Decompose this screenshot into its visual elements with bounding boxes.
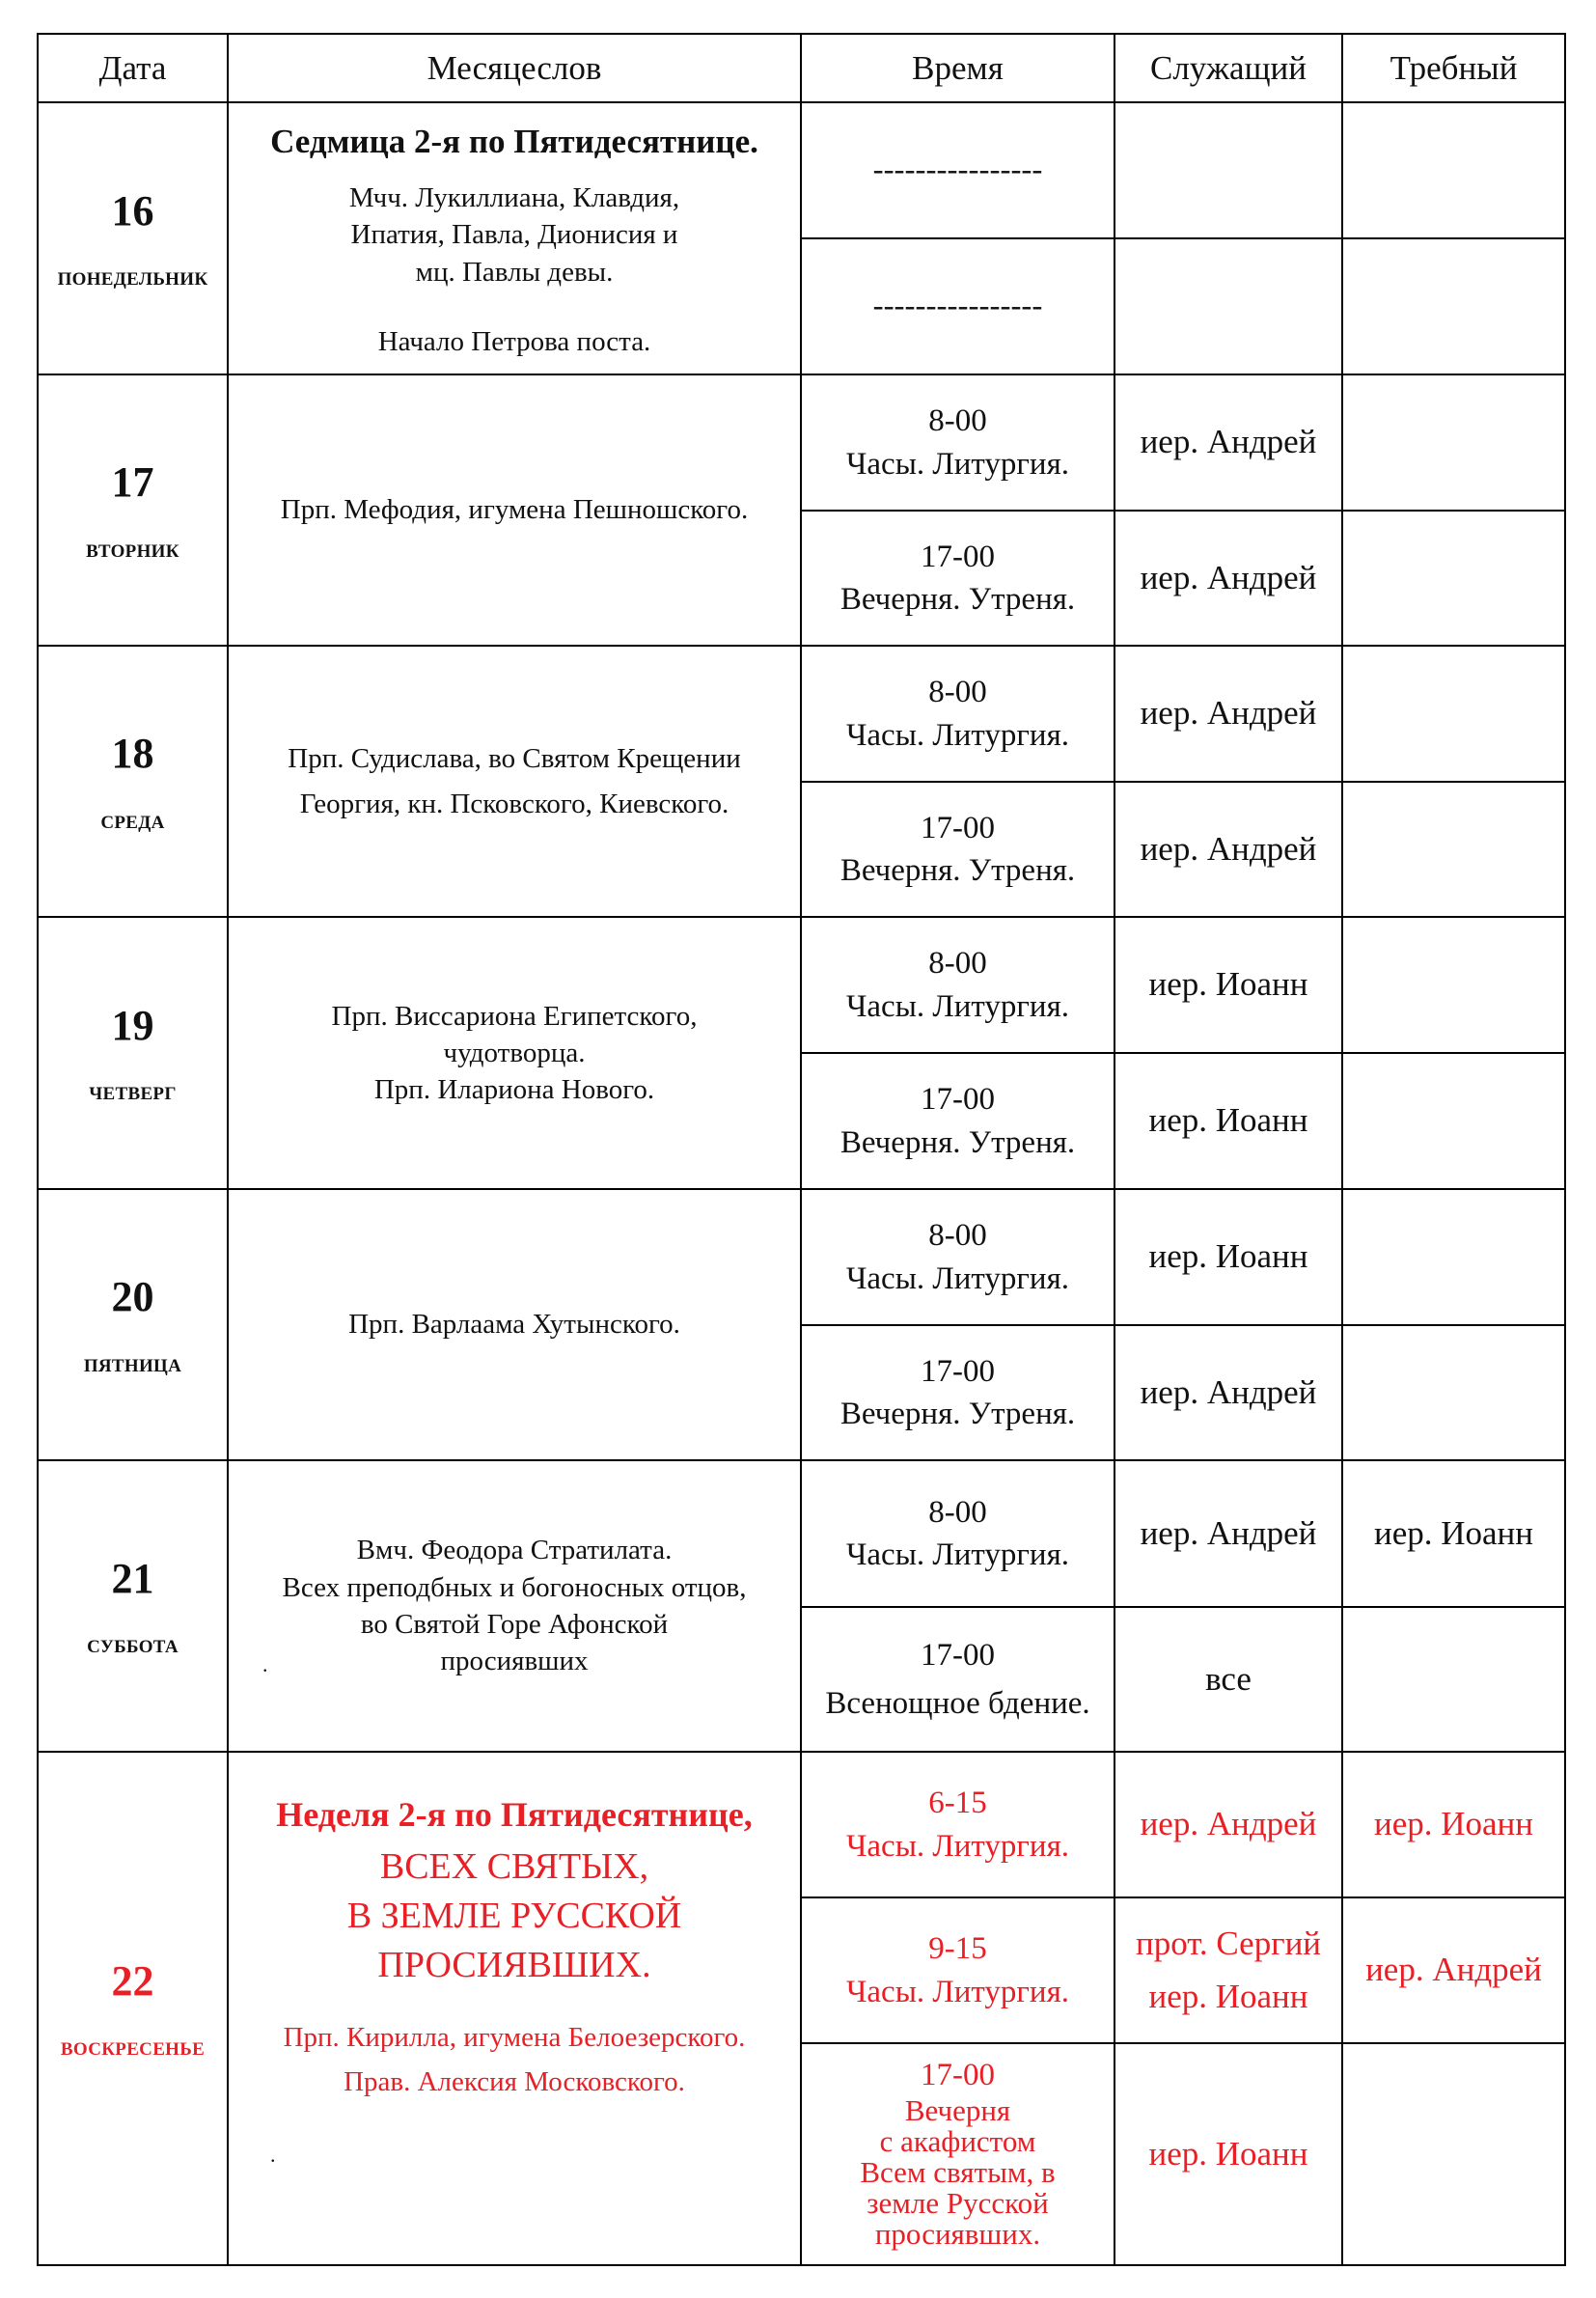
celebrant: иер. Иоанн [1148, 1977, 1308, 2015]
celebrant-cell [1114, 374, 1342, 511]
header-on-duty: Требный [1390, 48, 1518, 87]
service-label: Вечерня. Утреня. [839, 1124, 1076, 1160]
service-label: Вечерня. Утреня. [839, 853, 1076, 888]
celebrant: иер. Иоанн [1148, 2134, 1308, 2173]
saint-line: Прав. Алексия Московского. [344, 2066, 685, 2098]
celebrant: иер. Андрей [1140, 1805, 1317, 1843]
on-duty-priest: иер. Андрей [1365, 1951, 1542, 1989]
menologion-cell [228, 917, 801, 1189]
weekday: ВТОРНИК [86, 540, 179, 562]
saint-line: Прп. Судислава, во Святом Крещении [288, 743, 741, 775]
menologion-cell [228, 646, 801, 917]
service-label: Часы. Литургия. [845, 1974, 1070, 2009]
service-time: 8-00 [928, 1218, 987, 1254]
service-time: 8-00 [928, 403, 987, 439]
service-label-line: Всем святым, в [860, 2155, 1056, 2190]
date-cell [38, 1189, 228, 1460]
saint-line: Прп. Мефодия, игумена Пешношского. [280, 494, 749, 526]
weekday: ЧЕТВЕРГ [89, 1084, 177, 1105]
service-label-line: Вечерня [904, 2093, 1011, 2128]
celebrant: иер. Андрей [1140, 1513, 1317, 1552]
day-number: 18 [111, 730, 154, 778]
celebrant-cell [1114, 511, 1342, 646]
day-number: 17 [111, 458, 154, 507]
saint-line: Мчч. Лукиллиана, Клавдия, [348, 182, 680, 214]
service-time: 9-15 [928, 1931, 987, 1967]
time-cell [801, 1607, 1114, 1752]
day-number: 22 [111, 1956, 154, 2005]
service-time: 17-00 [921, 1353, 995, 1389]
menologion-cell [228, 1460, 801, 1752]
celebrant-cell [1114, 2043, 1342, 2265]
time-cell [801, 782, 1114, 917]
service-time: 17-00 [921, 2058, 995, 2093]
weekday: ПОНЕДЕЛЬНИК [57, 269, 208, 291]
saint-line: Всех преподбных и богоносных отцов, [282, 1571, 747, 1603]
service-label: Часы. Литургия. [845, 1260, 1070, 1296]
header-menologion: Месяцеслов [427, 48, 602, 87]
date-cell [38, 374, 228, 646]
day-number: 16 [111, 186, 154, 235]
menologion-cell [228, 374, 801, 646]
service-label: Вечерня. Утреня. [839, 582, 1076, 617]
celebrant: иер. Андрей [1140, 694, 1317, 733]
menologion-cell [228, 1189, 801, 1460]
weekday: ПЯТНИЦА [83, 1355, 182, 1376]
time-cell [801, 238, 1114, 374]
service-time: 8-00 [928, 946, 987, 982]
menologion-cell [228, 102, 801, 374]
week-title: Седмица 2-я по Пятидесятнице. [270, 123, 758, 160]
service-time: ---------------- [872, 152, 1043, 188]
time-cell [801, 917, 1114, 1053]
date-cell [38, 917, 228, 1189]
time-cell [801, 374, 1114, 511]
celebrant: иер. Иоанн [1148, 1101, 1308, 1140]
time-cell [801, 511, 1114, 646]
on-duty-priest: иер. Иоанн [1373, 1805, 1534, 1843]
saint-line: просиявших [440, 1646, 589, 1677]
time-cell [801, 1053, 1114, 1189]
celebrant-cell [1114, 1460, 1342, 1607]
celebrant: иер. Андрей [1140, 1372, 1317, 1411]
celebrant-cell [1114, 1897, 1342, 2043]
service-label: Часы. Литургия. [845, 1828, 1070, 1864]
saint-line: Ипатия, Павла, Дионисия и [350, 219, 678, 251]
date-cell [38, 102, 228, 374]
celebrant-cell [1114, 782, 1342, 917]
time-cell [801, 1189, 1114, 1325]
time-cell [801, 1897, 1114, 2043]
service-time: 8-00 [928, 675, 987, 710]
service-label-line: просиявших. [874, 2216, 1041, 2251]
time-cell [801, 102, 1114, 238]
celebrant: иер. Андрей [1140, 423, 1317, 461]
celebrant-cell [1114, 917, 1342, 1053]
service-label: Вечерня. Утреня. [839, 1397, 1076, 1431]
time-cell [801, 1752, 1114, 1897]
header-celebrant: Служащий [1150, 48, 1307, 87]
celebrant-cell [1114, 646, 1342, 782]
celebrant-cell [1114, 1752, 1342, 1897]
feast-caps-line: ВСЕХ СВЯТЫХ, [379, 1846, 649, 1887]
celebrant: иер. Андрей [1140, 829, 1317, 868]
saint-line: во Святой Горе Афонской [360, 1609, 669, 1640]
feast-title: Неделя 2-я по Пятидесятнице, [276, 1795, 753, 1834]
service-label-line: с акафистом [879, 2124, 1036, 2159]
saint-line: чудотворца. [443, 1037, 586, 1068]
celebrant: иер. Иоанн [1148, 1237, 1308, 1276]
service-label: Часы. Литургия. [845, 717, 1070, 753]
weekday: СРЕДА [100, 812, 165, 833]
celebrant: прот. Сергий [1135, 1924, 1322, 1963]
on-duty-cell [1342, 1460, 1565, 1607]
header-date: Дата [98, 48, 167, 87]
celebrant-cell [1114, 1053, 1342, 1189]
on-duty-cell [1342, 1752, 1565, 1897]
saint-line: Прп. Кирилла, игумена Белоезерского. [283, 2021, 746, 2053]
day-number: 20 [111, 1273, 154, 1321]
celebrant-cell [1114, 1607, 1342, 1752]
date-cell [38, 1460, 228, 1752]
header-time: Время [912, 48, 1004, 87]
service-time: 17-00 [921, 539, 995, 574]
service-time: 8-00 [928, 1494, 987, 1530]
weekday: ВОСКРЕСЕНЬЕ [60, 2039, 206, 2061]
saint-line: Георгия, кн. Псковского, Киевского. [299, 788, 729, 819]
service-label: Часы. Литургия. [845, 1537, 1070, 1572]
service-time: 17-00 [921, 1637, 995, 1673]
celebrant: иер. Андрей [1140, 558, 1317, 596]
weekday: СУББОТА [87, 1637, 179, 1658]
service-time: 17-00 [921, 1082, 995, 1118]
service-time: 17-00 [921, 810, 995, 845]
feast-caps-line: В ЗЕМЛЕ РУССКОЙ [346, 1895, 682, 1936]
on-duty-priest: иер. Иоанн [1373, 1513, 1534, 1552]
date-cell [38, 1752, 228, 2265]
saint-line: Прп. Виссариона Египетского, [331, 1000, 698, 1032]
time-cell [801, 1460, 1114, 1607]
saint-line: мц. Павлы девы. [415, 256, 614, 288]
celebrant-cell [1114, 1325, 1342, 1460]
service-label: Всенощное бдение. [825, 1686, 1090, 1721]
service-time: 6-15 [928, 1786, 987, 1821]
day-number: 21 [111, 1554, 154, 1602]
time-cell [801, 1325, 1114, 1460]
celebrant: иер. Иоанн [1148, 965, 1308, 1004]
time-cell [801, 646, 1114, 782]
saint-line: Прп. Илариона Нового. [373, 1074, 655, 1106]
on-duty-cell [1342, 1897, 1565, 2043]
service-label-line: земле Русской [867, 2185, 1049, 2220]
time-cell [801, 2043, 1114, 2265]
saint-line: Прп. Варлаама Хутынского. [348, 1309, 680, 1341]
menologion-cell [228, 1752, 801, 2265]
celebrant-cell [1114, 1189, 1342, 1325]
service-label: Часы. Литургия. [845, 446, 1070, 482]
service-time: ---------------- [872, 289, 1043, 324]
feast-caps-line: ПРОСИЯВШИХ. [377, 1944, 651, 1985]
celebrant: все [1205, 1659, 1252, 1698]
saint-line: Вмч. Феодора Стратилата. [356, 1535, 673, 1566]
fast-start-note: Начало Петрова поста. [377, 325, 651, 357]
day-number: 19 [111, 1001, 154, 1049]
date-cell [38, 646, 228, 917]
service-label: Часы. Литургия. [845, 988, 1070, 1024]
